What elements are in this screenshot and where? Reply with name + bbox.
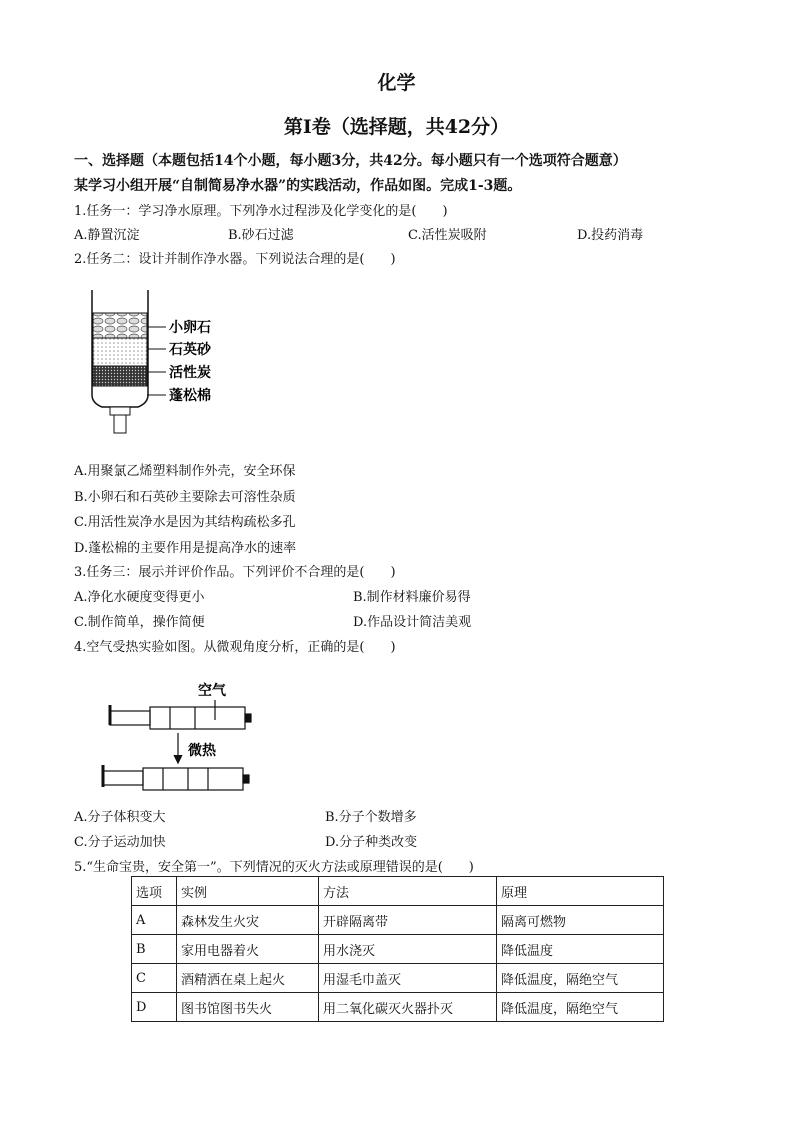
- table-row: [132, 964, 664, 993]
- intro: 某学习小组开展“自制简易净水器”的实践活动，作品如图。完成1-3题。: [74, 178, 522, 194]
- q3-option-c: C.制作简单，操作简便: [74, 615, 205, 630]
- q5-stem: 5.“生命宝贵，安全第一”。下列情况的灭火方法或原理错误的是( ): [74, 860, 474, 875]
- label-pebbles: 小卵石: [169, 320, 211, 336]
- q4-option-d: D.分子种类改变: [325, 835, 418, 850]
- cell: B: [132, 935, 177, 964]
- table-row: [132, 906, 664, 935]
- cell: D: [132, 993, 177, 1022]
- table-row: [132, 993, 664, 1022]
- q3-option-a: A.净化水硬度变得更小: [74, 590, 205, 605]
- cell: C: [132, 964, 177, 993]
- cell: 降低温度，隔绝空气: [497, 993, 664, 1022]
- q2-option-b: B.小卵石和石英砂主要除去可溶性杂质: [74, 490, 296, 505]
- table-row: [132, 935, 664, 964]
- q1-option-c: C.活性炭吸附: [408, 228, 487, 243]
- fire-table: [131, 876, 664, 1022]
- cell: 降低温度，隔绝空气: [497, 964, 664, 993]
- label-gentle-heat: 微热: [188, 743, 216, 759]
- label-quartz-sand: 石英砂: [169, 342, 211, 358]
- cell: 用水浇灭: [319, 935, 497, 964]
- label-cotton: 蓬松棉: [169, 388, 211, 404]
- cell: 开辟隔离带: [319, 906, 497, 935]
- q1-option-a: A.静置沉淀: [74, 228, 140, 243]
- q2-option-a: A.用聚氯乙烯塑料制作外壳，安全环保: [74, 464, 296, 479]
- cell: 图书馆图书失火: [177, 993, 319, 1022]
- table-header: [132, 877, 664, 906]
- header-cell: 实例: [177, 877, 319, 906]
- q1-option-b: B.砂石过滤: [228, 228, 294, 243]
- syringe-figure: [100, 675, 270, 795]
- section-title: 第I卷（选择题，共42分）: [283, 116, 510, 138]
- q1-option-d: D.投药消毒: [577, 228, 644, 243]
- cell: 用二氧化碳灭火器扑灭: [319, 993, 497, 1022]
- water-filter-figure: [80, 285, 240, 445]
- cell: 家用电器着火: [177, 935, 319, 964]
- q3-option-b: B.制作材料廉价易得: [353, 590, 471, 605]
- title: 化学: [377, 72, 416, 94]
- q3-option-d: D.作品设计简洁美观: [353, 615, 472, 630]
- label-activated-carbon: 活性炭: [169, 365, 211, 381]
- q4-option-c: C.分子运动加快: [74, 835, 166, 850]
- cell: 隔离可燃物: [497, 906, 664, 935]
- q1-stem: 1.任务一：学习净水原理。下列净水过程涉及化学变化的是( ): [74, 204, 448, 219]
- q2-option-d: D.蓬松棉的主要作用是提高净水的速率: [74, 541, 297, 556]
- cell: 用湿毛巾盖灭: [319, 964, 497, 993]
- header-cell: 选项: [132, 877, 177, 906]
- q4-option-b: B.分子个数增多: [325, 810, 417, 825]
- header-cell: 原理: [497, 877, 664, 906]
- header-cell: 方法: [319, 877, 497, 906]
- cell: 降低温度: [497, 935, 664, 964]
- part-heading: 一、选择题（本题包括14个小题，每小题3分，共42分。每小题只有一个选项符合题意）: [74, 153, 627, 169]
- cell: 森林发生火灾: [177, 906, 319, 935]
- q4-stem: 4.空气受热实验如图。从微观角度分析，正确的是( ): [74, 640, 396, 655]
- q2-stem: 2.任务二：设计并制作净水器。下列说法合理的是( ): [74, 252, 396, 267]
- q2-option-c: C.用活性炭净水是因为其结构疏松多孔: [74, 515, 296, 530]
- label-air: 空气: [198, 683, 226, 699]
- q3-stem: 3.任务三：展示并评价作品。下列评价不合理的是( ): [74, 565, 396, 580]
- cell: 酒精洒在桌上起火: [177, 964, 319, 993]
- cell: A: [132, 906, 177, 935]
- q4-option-a: A.分子体积变大: [74, 810, 166, 825]
